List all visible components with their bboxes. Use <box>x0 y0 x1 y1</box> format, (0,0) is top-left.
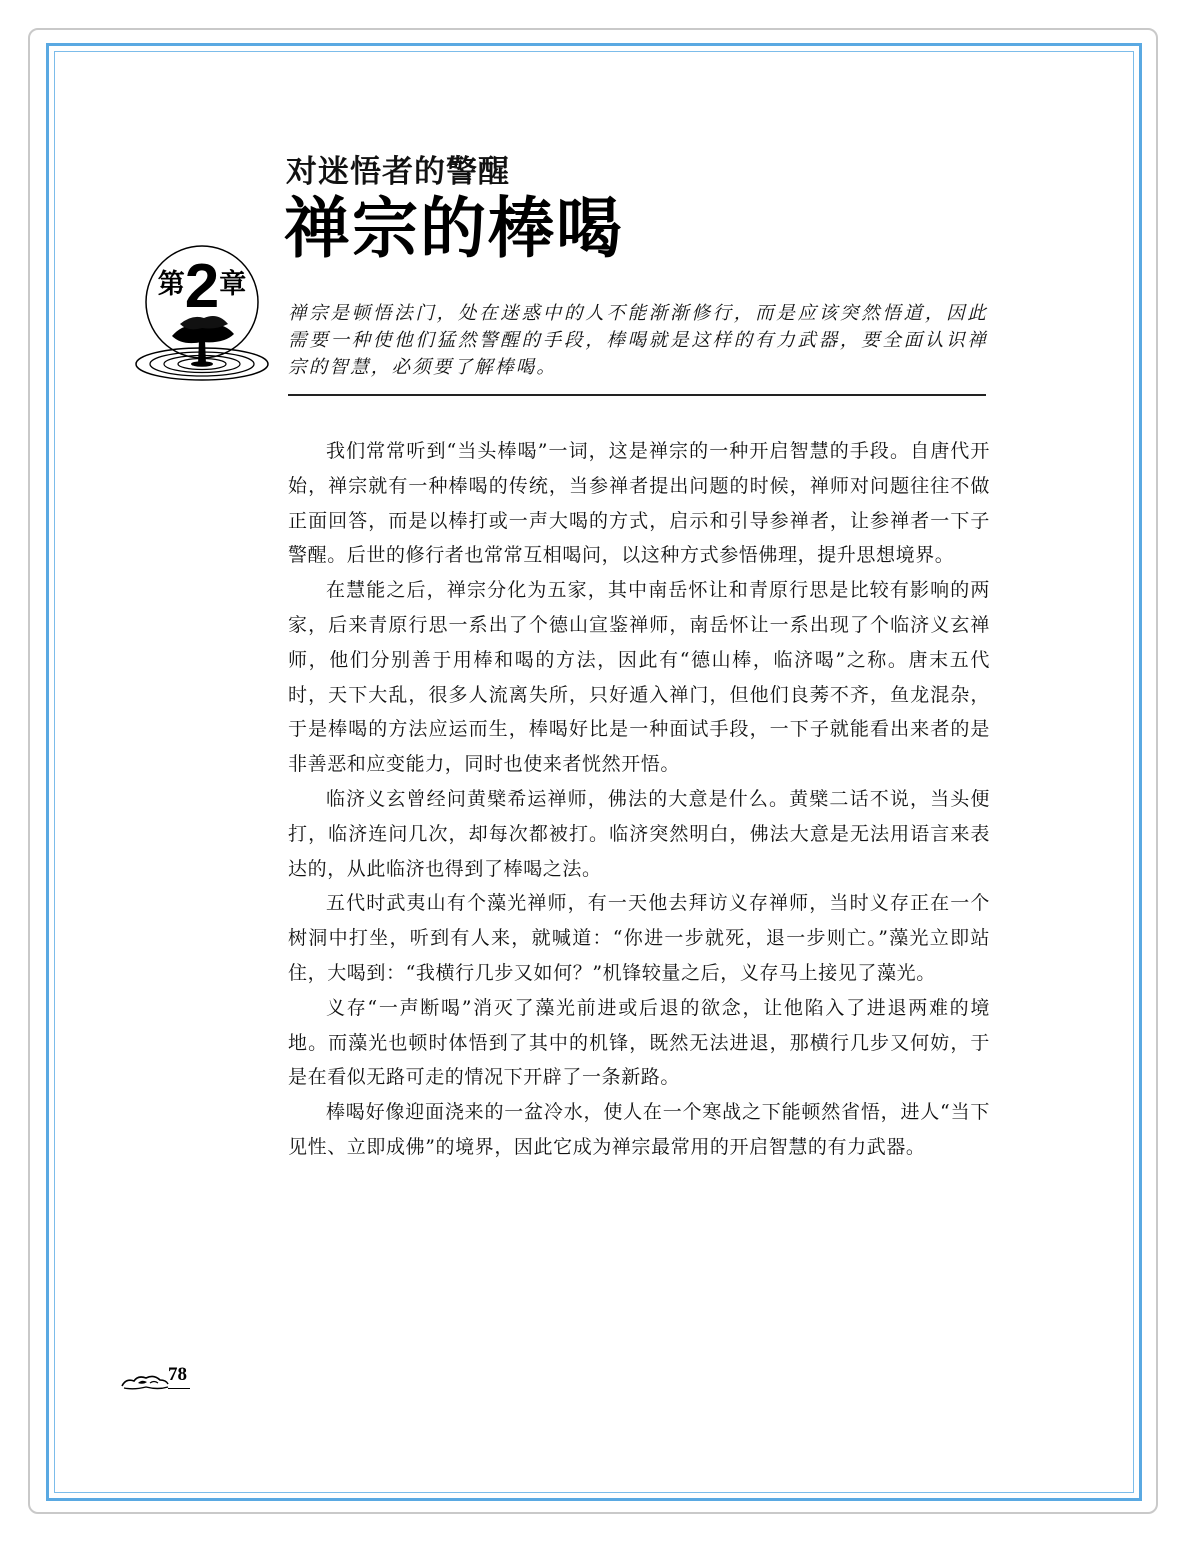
intro-divider <box>288 394 986 396</box>
chapter-suffix: 章 <box>219 269 247 299</box>
page-footer <box>120 1364 210 1394</box>
chapter-badge <box>132 240 272 388</box>
chapter-intro: 禅宗是顿悟法门，处在迷惑中的人不能渐渐修行，而是应该突然悟道，因此需要一种使他们猛然警醒的手段，棒喝就是这样的有力武器，要全面认识禅宗的智慧，必须要了解棒喝。 <box>288 303 988 378</box>
body-text <box>288 434 990 1165</box>
chapter-number: 2 <box>184 252 220 321</box>
body-paragraph: 我们常常听到“当头棒喝”一词，这是禅宗的一种开启智慧的手段。自唐代开始，禅宗就有一种棒喝的传统，当参禅者提出问题的时候，禅师对问题往往不做正面回答，而是以棒打或一声大喝的方式，启示和引导参禅者，让参禅者一下子警醒。后世的修行者也常常互相喝问，以这种方式参悟佛理，提升思想境界。 <box>288 440 990 567</box>
body-paragraph: 五代时武夷山有个藻光禅师，有一天他去拜访义存禅师，当时义存正在一个树洞中打坐，听到有人来，就喊道：“你进一步就死，退一步则亡。”藻光立即站住，大喝到：“我横行几步又如何？”机锋较量之后，义存马上接见了藻光。 <box>288 892 990 984</box>
body-paragraph: 棒喝好像迎面浇来的一盆冷水，使人在一个寒战之下能顿然省悟，进人“当下见性、立即成佛”的境界，因此它成为禅宗最常用的开启智慧的有力武器。 <box>288 1101 990 1158</box>
cloud-scroll-icon <box>120 1372 170 1392</box>
page-number: 78 <box>168 1364 187 1385</box>
body-paragraph: 义存“一声断喝”消灭了藻光前进或后退的欲念，让他陷入了进退两难的境地。而藻光也顿时体悟到了其中的机锋，既然无法进退，那横行几步又何妨，于是在看似无路可走的情况下开辟了一条新路。 <box>288 996 990 1089</box>
chapter-subtitle: 对迷悟者的警醒 <box>286 154 510 190</box>
body-paragraph: 在慧能之后，禅宗分化为五家，其中南岳怀让和青原行思是比较有影响的两家，后来青原行思一系出了个德山宣鉴禅师，南岳怀让一系出现了个临济义玄禅师，他们分别善于用棒和喝的方法，因此有“德山棒，临济喝”之称。唐末五代时，天下大乱，很多人流离失所，只好遁入禅门，但他们良莠不齐，鱼龙混杂，于是棒喝的方法应运而生，棒喝好比是一种面试手段，一下子就能看出来者的是非善恶和应变能力，同时也使来者恍然开悟。 <box>288 579 990 776</box>
chapter-prefix: 第 <box>157 269 185 299</box>
page-number-underline <box>168 1388 190 1389</box>
chapter-title: 禅宗的棒喝 <box>284 189 624 267</box>
body-paragraph: 临济义玄曾经问黄檗希运禅师，佛法的大意是什么。黄檗二话不说，当头便打，临济连问几次，却每次都被打。临济突然明白，佛法大意是无法用语言来表达的，从此临济也得到了棒喝之法。 <box>288 787 990 880</box>
chapter-label <box>132 252 272 322</box>
